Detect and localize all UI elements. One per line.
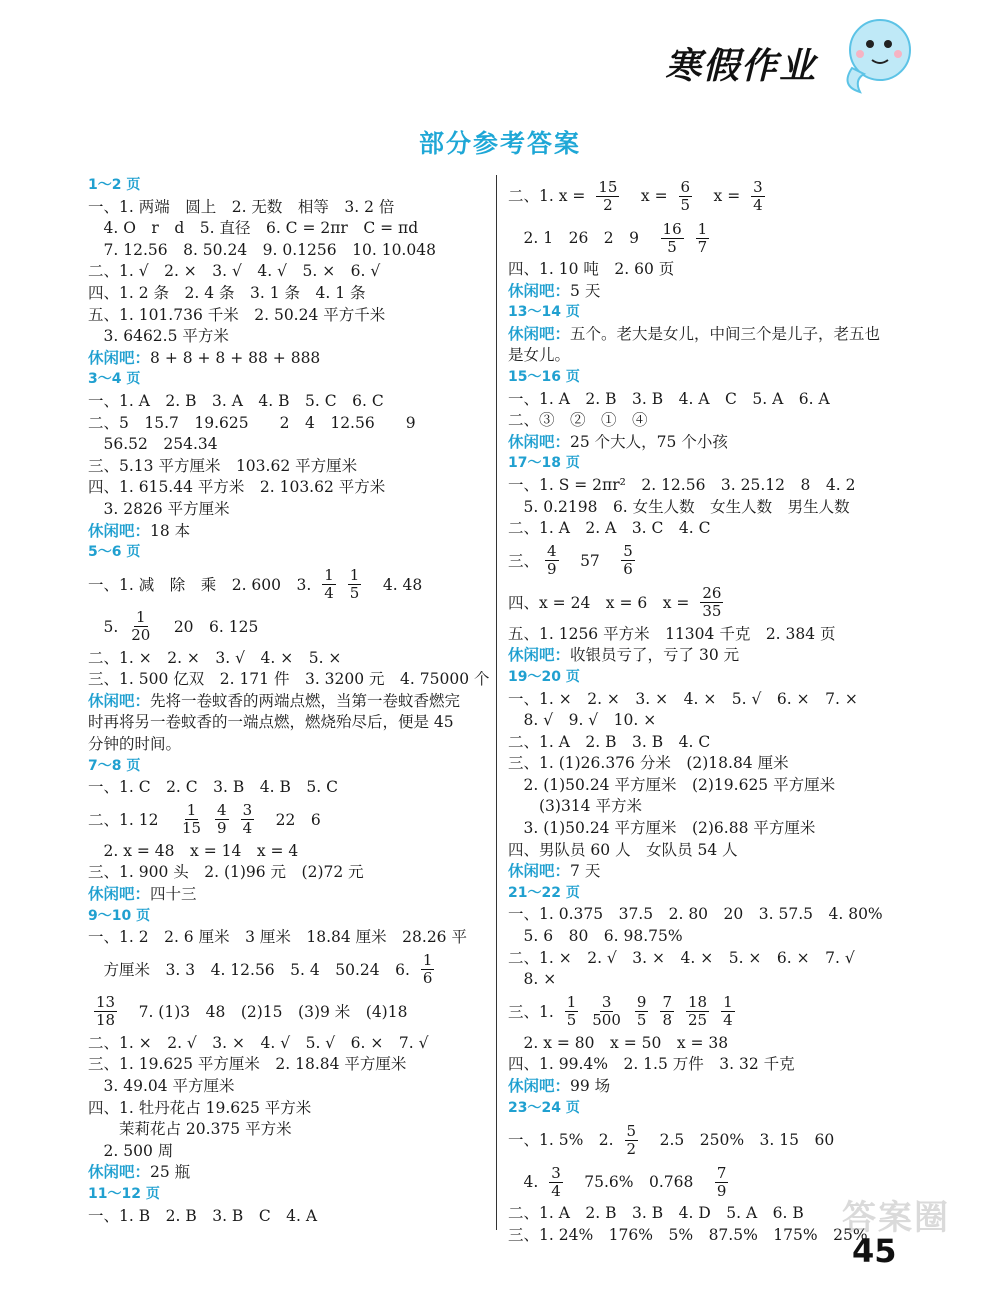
answer-line: 一、1. S = 2πr² 2. 12.56 3. 25.12 8 4. 2 <box>508 475 856 494</box>
fraction-numerator: 4 <box>547 542 557 561</box>
fraction-numerator: 13 <box>96 993 116 1012</box>
fraction <box>129 609 152 644</box>
fraction-numerator: 3 <box>601 993 612 1012</box>
fraction-denominator: 6 <box>422 969 433 988</box>
leisure-label: 休闲吧 <box>88 691 135 710</box>
leisure-label: 休闲吧 <box>88 885 135 904</box>
answer-line-with-fractions <box>508 1161 898 1203</box>
fraction-denominator: 18 <box>96 1011 116 1030</box>
fraction <box>180 802 203 837</box>
answer-line: 时再将另一卷蚊香的一端点燃，燃烧殆尽后，便是 45 <box>88 713 454 732</box>
leisure-answer-text: 先将一卷蚊香的两端点燃，当第一卷蚊香燃完 <box>150 691 461 710</box>
fraction-denominator: 4 <box>723 1011 733 1030</box>
answer-line: 3. (1)50.24 平方厘米 (2)6.88 平方厘米 <box>508 819 816 838</box>
answer-column-left <box>88 175 488 1227</box>
answer-line: 二、1. √ 2. × 3. √ 4. √ 5. × 6. √ <box>88 262 381 281</box>
answer-line-with-fractions <box>508 175 898 217</box>
fraction-numerator: 1 <box>566 993 577 1012</box>
section-heading: 15～16 页 <box>508 368 580 385</box>
answer-text: 4. 48 <box>367 575 423 594</box>
fraction-numerator: 9 <box>636 993 647 1012</box>
fraction-denominator: 4 <box>242 819 253 838</box>
fraction-denominator: 5 <box>349 584 360 603</box>
leisure-answer-line: 休闲吧：四十三 <box>88 885 197 904</box>
fraction-denominator: 500 <box>592 1011 621 1030</box>
answer-text: 方厘米 3. 3 4. 12.56 5. 4 50.24 6. <box>88 960 415 979</box>
answer-text: x = <box>625 187 673 205</box>
answer-line: 一、1. A 2. B 3. A 4. B 5. C 6. C <box>88 391 384 410</box>
answer-text: 二、1. 12 <box>88 810 174 829</box>
answer-line: 三、1. 500 亿双 2. 171 件 3. 3200 元 4. 75000 个 <box>88 670 490 689</box>
fraction <box>686 994 709 1029</box>
leisure-label: 休闲吧 <box>508 1077 555 1095</box>
answer-line: 7. 12.56 8. 50.24 9. 0.1256 10. 10.048 <box>88 240 436 259</box>
fraction-numerator: 16 <box>662 219 682 238</box>
answer-line: 四、1. 10 吨 2. 60 页 <box>508 260 675 278</box>
answer-line: 二、1. A 2. B 3. B 4. C <box>508 732 711 751</box>
leisure-label: 休闲吧 <box>508 324 555 343</box>
answer-text: 5. <box>88 617 124 636</box>
fraction-denominator: 2 <box>626 1139 637 1158</box>
answer-text: 2. 1 26 2 9 <box>508 229 655 247</box>
answer-text: 57 <box>564 551 616 570</box>
answer-line: 三、1. 19.625 平方厘米 2. 18.84 平方厘米 <box>88 1055 407 1074</box>
answer-line-with-fractions <box>508 540 898 582</box>
answer-text: 20 6. 125 <box>158 617 259 636</box>
leisure-label: 休闲吧 <box>508 432 555 451</box>
leisure-answer-line: 休闲吧：先将一卷蚊香的两端点燃，当第一卷蚊香燃完 <box>88 691 461 710</box>
fraction <box>751 179 765 214</box>
fraction <box>700 585 723 620</box>
fraction <box>661 221 684 256</box>
answer-text: 二、1. x = <box>508 187 591 205</box>
fraction <box>660 994 674 1029</box>
fraction-numerator: 3 <box>551 1163 561 1182</box>
answer-line: 二、1. × 2. √ 3. × 4. × 5. × 6. × 7. √ <box>508 948 855 967</box>
fraction-denominator: 5 <box>636 1011 647 1030</box>
fraction-numerator: 1 <box>422 951 433 970</box>
fraction-numerator: 5 <box>623 542 633 561</box>
fraction-numerator: 1 <box>324 566 334 585</box>
answer-line: 56.52 254.34 <box>88 435 218 454</box>
watermark-logo: 答案圈 <box>842 1198 950 1238</box>
answer-line: 一、1. C 2. C 3. B 4. B 5. C <box>88 778 338 797</box>
section-heading: 1～2 页 <box>88 177 141 193</box>
leisure-label: 休闲吧 <box>88 521 135 540</box>
fraction-numerator: 1 <box>186 801 197 820</box>
leisure-answer-line: 休闲吧：8 + 8 + 8 + 88 + 888 <box>88 348 321 367</box>
answer-text: 一、1. 5% 2. <box>508 1131 619 1150</box>
answer-line: 四、1. 牡丹花占 19.625 平方米 <box>88 1098 312 1117</box>
fraction <box>625 1123 639 1158</box>
leisure-answer-text: 25 个大人，75 个小孩 <box>570 432 728 451</box>
leisure-answer-line: 休闲吧：25 瓶 <box>88 1163 191 1182</box>
leisure-answer-text: 8 + 8 + 8 + 88 + 888 <box>150 348 321 367</box>
answer-line: 二、1. × 2. × 3. √ 4. × 5. × <box>88 648 342 667</box>
section-heading: 13～14 页 <box>508 304 580 321</box>
answer-line: 8. × <box>508 970 557 989</box>
answer-line: 4. O r d 5. 直径 6. C = 2πr C = πd <box>88 219 419 238</box>
answer-line-with-fractions <box>88 606 488 648</box>
fraction <box>679 179 693 214</box>
leisure-answer-line: 休闲吧：5 天 <box>508 281 601 300</box>
fraction <box>549 1165 563 1200</box>
answer-line: 三、1. 24% 176% 5% 87.5% 175% 25% <box>508 1225 868 1244</box>
leisure-answer-line: 休闲吧：18 本 <box>88 521 191 540</box>
fraction <box>621 543 635 578</box>
fraction-denominator: 15 <box>181 819 202 838</box>
section-heading: 9～10 页 <box>88 907 151 924</box>
fraction-denominator: 4 <box>551 1181 561 1200</box>
leisure-answer-text: 7 天 <box>570 862 601 881</box>
leisure-answer-text: 25 瓶 <box>150 1163 191 1182</box>
fraction <box>94 994 117 1029</box>
answer-line: 二、③ ② ① ④ <box>508 411 648 430</box>
answer-line: 3. 49.04 平方厘米 <box>88 1077 235 1095</box>
answer-line: 四、1. 615.44 平方米 2. 103.62 平方米 <box>88 478 386 497</box>
fraction-denominator: 9 <box>547 560 557 579</box>
fraction-numerator: 6 <box>680 177 691 196</box>
header-title: 寒假作业 <box>665 46 818 87</box>
fraction-denominator: 9 <box>217 819 227 838</box>
leisure-label: 休闲吧 <box>88 348 135 367</box>
fraction <box>545 543 559 578</box>
fraction-numerator: 1 <box>135 608 146 627</box>
answer-line: 3. 2826 平方厘米 <box>88 499 230 518</box>
answer-line: 四、1. 99.4% 2. 1.5 万件 3. 32 千克 <box>508 1055 795 1074</box>
fraction-denominator: 2 <box>603 195 613 214</box>
answer-text: 2.5 250% 3. 15 60 <box>644 1131 835 1150</box>
answer-line: 3. 6462.5 平方米 <box>88 327 229 346</box>
answer-column-right <box>508 175 898 1246</box>
answer-text: 22 6 <box>260 810 321 829</box>
leisure-answer-text: 五个。老大是女儿，中间三个是儿子，老五也 <box>570 324 881 343</box>
answer-line: 分钟的时间。 <box>88 735 182 754</box>
leisure-label: 休闲吧 <box>508 862 555 881</box>
answer-text: 4. <box>508 1173 544 1192</box>
fraction <box>241 802 255 837</box>
answer-text: 四、x = 24 x = 6 x = <box>508 593 695 612</box>
answer-line: 一、1. × 2. × 3. × 4. × 5. √ 6. × 7. × <box>508 689 858 708</box>
leisure-answer-text: 18 本 <box>150 521 191 540</box>
fraction-denominator: 20 <box>131 626 151 645</box>
answer-line-with-fractions <box>88 564 488 606</box>
fraction-denominator: 6 <box>623 560 633 579</box>
answer-line: 二、5 15.7 19.625 2 4 12.56 9 <box>88 413 416 432</box>
fraction <box>421 952 435 987</box>
answer-line: 三、1. 900 头 2. (1)96 元 (2)72 元 <box>88 863 364 882</box>
fraction <box>590 994 623 1029</box>
dolphin-mascot-icon <box>830 8 930 98</box>
fraction <box>715 1165 729 1200</box>
answer-line: 二、1. A 2. B 3. B 4. D 5. A 6. B <box>508 1204 804 1223</box>
leisure-answer-line: 休闲吧：7 天 <box>508 862 601 881</box>
fraction-denominator: 5 <box>680 195 691 214</box>
fraction-denominator: 5 <box>667 237 677 256</box>
fraction <box>721 994 735 1029</box>
answer-line: 2. 500 周 <box>88 1141 174 1160</box>
fraction <box>215 802 229 837</box>
fraction-numerator: 1 <box>723 993 733 1012</box>
section-heading: 5～6 页 <box>88 544 141 561</box>
answer-line: 二、1. × 2. √ 3. × 4. √ 5. √ 6. × 7. √ <box>88 1033 429 1052</box>
fraction-numerator: 1 <box>349 566 360 585</box>
section-heading: 7～8 页 <box>88 757 141 774</box>
answer-line: 2. x = 80 x = 50 x = 38 <box>508 1033 729 1052</box>
fraction <box>565 994 579 1029</box>
leisure-label: 休闲吧 <box>508 646 555 665</box>
answer-line: 一、1. 2 2. 6 厘米 3 厘米 18.84 厘米 28.26 平 <box>88 928 467 947</box>
answer-line: 五、1. 1256 平方米 11304 千克 2. 384 页 <box>508 624 836 643</box>
answer-line: 三、5.13 平方厘米 103.62 平方厘米 <box>88 456 358 475</box>
leisure-answer-text: 99 场 <box>570 1077 611 1095</box>
answer-text: 三、1. <box>508 1002 559 1021</box>
fraction <box>322 567 336 602</box>
answer-line: 一、1. B 2. B 3. B C 4. A <box>88 1206 318 1225</box>
fraction-numerator: 7 <box>662 993 672 1012</box>
answer-line: 二、1. A 2. A 3. C 4. C <box>508 519 711 538</box>
fraction-denominator: 4 <box>753 195 763 214</box>
fraction-numerator: 5 <box>626 1121 637 1140</box>
section-heading: 3～4 页 <box>88 371 141 388</box>
page-number: 45 <box>852 1232 897 1270</box>
fraction-denominator: 5 <box>566 1011 577 1030</box>
fraction-numerator: 15 <box>598 177 618 196</box>
section-heading: 17～18 页 <box>508 455 580 472</box>
section-heading: 11～12 页 <box>88 1185 160 1202</box>
answer-line-with-fractions <box>508 217 898 259</box>
leisure-answer-line: 休闲吧：99 场 <box>508 1077 611 1095</box>
answer-text: 7. (1)3 48 (2)15 (3)9 米 (4)18 <box>123 1002 408 1021</box>
fraction-denominator: 25 <box>688 1011 708 1030</box>
fraction-numerator: 3 <box>753 177 763 196</box>
fraction-numerator: 4 <box>217 801 227 820</box>
answer-line: 5. 6 80 6. 98.75% <box>508 927 683 946</box>
answer-text: x = <box>698 187 746 205</box>
fraction <box>635 994 649 1029</box>
answer-text: 一、1. 减 除 乘 2. 600 3. <box>88 575 317 594</box>
answer-line-with-fractions <box>88 949 488 991</box>
leisure-label: 休闲吧 <box>88 1163 135 1182</box>
fraction-denominator: 35 <box>702 602 722 621</box>
column-divider <box>496 175 497 1230</box>
answer-text: 75.6% 0.768 <box>568 1173 709 1192</box>
leisure-label: 休闲吧 <box>508 281 555 300</box>
section-heading: 19～20 页 <box>508 668 580 685</box>
fraction-numerator: 7 <box>716 1163 727 1182</box>
answer-line: 一、1. A 2. B 3. B 4. A C 5. A 6. A <box>508 389 830 408</box>
leisure-answer-line: 休闲吧：五个。老大是女儿，中间三个是儿子，老五也 <box>508 324 881 343</box>
answer-line: 四、男队员 60 人 女队员 54 人 <box>508 840 738 859</box>
answer-line-with-fractions <box>508 582 898 624</box>
section-heading: 23～24 页 <box>508 1099 580 1116</box>
fraction <box>696 221 710 256</box>
fraction-numerator: 3 <box>242 801 253 820</box>
answer-line: 2. (1)50.24 平方厘米 (2)19.625 平方厘米 <box>508 775 836 794</box>
answer-line: 是女儿。 <box>508 346 571 365</box>
answer-line: 三、1. (1)26.376 分米 (2)18.84 厘米 <box>508 754 789 773</box>
answer-line-with-fractions <box>508 991 898 1033</box>
fraction-denominator: 4 <box>324 584 334 603</box>
fraction-numerator: 26 <box>702 584 722 603</box>
answer-line: 茉莉花占 20.375 平方米 <box>88 1120 292 1139</box>
leisure-answer-text: 5 天 <box>570 281 601 300</box>
answer-line: 四、1. 2 条 2. 4 条 3. 1 条 4. 1 条 <box>88 283 366 302</box>
fraction <box>596 179 619 214</box>
answer-line: 8. √ 9. √ 10. × <box>508 711 657 730</box>
leisure-answer-line: 休闲吧：收银员亏了，亏了 30 元 <box>508 646 740 665</box>
answer-line-with-fractions <box>88 799 488 841</box>
answer-line: 一、1. 0.375 37.5 2. 80 20 3. 57.5 4. 80% <box>508 905 883 924</box>
fraction-denominator: 7 <box>697 237 708 256</box>
fraction <box>348 567 362 602</box>
answer-line-with-fractions <box>508 1119 898 1161</box>
answer-line-with-fractions <box>88 991 488 1033</box>
answer-text: 三、 <box>508 551 540 570</box>
section-heading: 21～22 页 <box>508 884 580 901</box>
leisure-answer-text: 收银员亏了，亏了 30 元 <box>570 646 740 665</box>
fraction-denominator: 8 <box>662 1011 672 1030</box>
leisure-answer-line: 休闲吧：25 个大人，75 个小孩 <box>508 432 728 451</box>
page-title: 部分参考答案 <box>418 129 581 158</box>
leisure-answer-text: 四十三 <box>150 885 197 904</box>
answer-line: 5. 0.2198 6. 女生人数 女生人数 男生人数 <box>508 497 850 516</box>
fraction-numerator: 1 <box>697 219 708 238</box>
fraction-denominator: 9 <box>716 1181 727 1200</box>
answer-line: 一、1. 两端 圆上 2. 无数 相等 3. 2 倍 <box>88 197 395 216</box>
fraction-numerator: 18 <box>688 993 708 1012</box>
answer-line: (3)314 平方米 <box>508 797 642 816</box>
answer-line: 五、1. 101.736 千米 2. 50.24 平方千米 <box>88 305 386 324</box>
answer-line: 2. x = 48 x = 14 x = 4 <box>88 841 299 860</box>
